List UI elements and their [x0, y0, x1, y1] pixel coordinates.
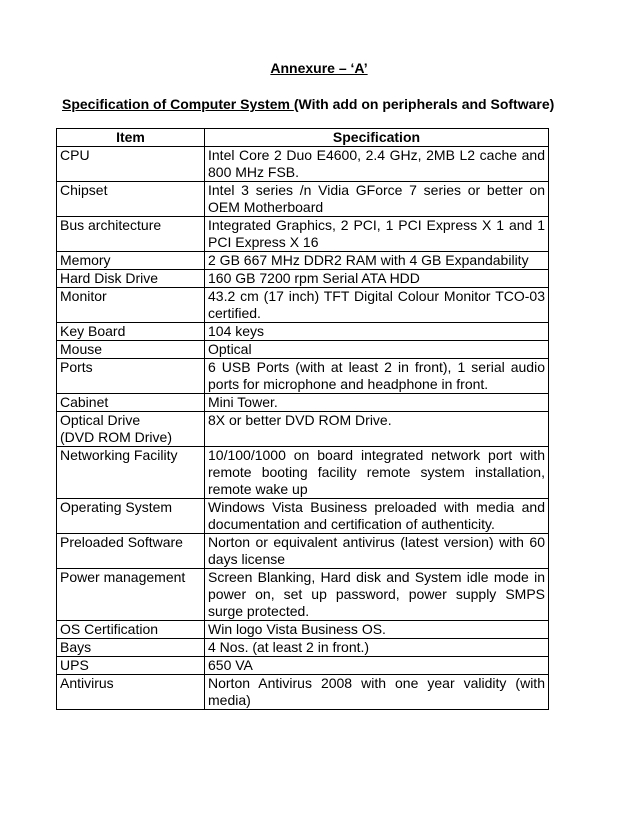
- table-row: [57, 534, 549, 569]
- specification-cell: Intel Core 2 Duo E4600, 2.4 GHz, 2MB L2 cache and 800 MHz FSB.: [205, 147, 549, 182]
- table-row: [57, 675, 549, 710]
- table-body: [57, 147, 549, 710]
- specification-cell: Screen Blanking, Hard disk and System idle mode in power on, set up password, power supply SMPS surge protected.: [205, 569, 549, 621]
- table-row: [57, 569, 549, 621]
- item-label: Networking Facility: [60, 447, 178, 463]
- specification-cell: 4 Nos. (at least 2 in front.): [205, 639, 549, 657]
- specification-cell: 6 USB Ports (with at least 2 in front), 1 serial audio ports for microphone and headphone in front.: [205, 359, 549, 394]
- item-label: CPU: [60, 147, 90, 163]
- table-row: [57, 270, 549, 288]
- item-label-line2: (DVD ROM Drive): [60, 429, 172, 445]
- item-cell: [57, 323, 205, 341]
- item-cell: [57, 675, 205, 710]
- item-cell: [57, 499, 205, 534]
- specification-cell: Windows Vista Business preloaded with media and documentation and certification of authenticity.: [205, 499, 549, 534]
- item-label: Mouse: [60, 341, 103, 357]
- page-title: Annexure – ‘A’: [270, 60, 368, 76]
- specification-cell: Intel 3 series /n Vidia GForce 7 series or better on OEM Motherboard: [205, 182, 549, 217]
- table-row: [57, 412, 549, 447]
- item-cell: [57, 412, 205, 447]
- specification-cell: Optical: [205, 341, 549, 359]
- column-header-specification: Specification: [205, 129, 549, 147]
- table-row: [57, 447, 549, 499]
- item-label: Optical Drive: [60, 412, 141, 428]
- item-label: Hard Disk Drive: [60, 270, 159, 286]
- item-label: Ports: [60, 359, 93, 375]
- table-row: [57, 499, 549, 534]
- table-row: [57, 182, 549, 217]
- table-row: [57, 323, 549, 341]
- item-cell: [57, 182, 205, 217]
- table-row: [57, 621, 549, 639]
- table-row: [57, 359, 549, 394]
- specification-cell: 104 keys: [205, 323, 549, 341]
- table-row: [57, 252, 549, 270]
- item-label: UPS: [60, 657, 89, 673]
- item-cell: [57, 217, 205, 252]
- item-label: Bays: [60, 639, 92, 655]
- item-cell: [57, 252, 205, 270]
- item-label: OS Certification: [60, 621, 159, 637]
- subtitle-underlined-text: Specification of Computer System: [62, 96, 294, 112]
- document-subtitle: [62, 96, 554, 112]
- column-header-item: Item: [57, 129, 205, 147]
- item-label: Memory: [60, 252, 111, 268]
- subtitle-rest-text: (With add on peripherals and Software): [293, 96, 555, 112]
- table-row: [57, 341, 549, 359]
- item-label: Antivirus: [60, 675, 114, 691]
- item-cell: [57, 394, 205, 412]
- table-row: [57, 657, 549, 675]
- item-cell: [57, 341, 205, 359]
- item-label: Chipset: [60, 182, 108, 198]
- specification-cell: 10/100/1000 on board integrated network port with remote booting facility remote system installation, remote wake up: [205, 447, 549, 499]
- table-row: [57, 288, 549, 323]
- specification-cell: Norton or equivalent antivirus (latest version) with 60 days license: [205, 534, 549, 569]
- item-label: Key Board: [60, 323, 126, 339]
- table-row: [57, 217, 549, 252]
- item-cell: [57, 147, 205, 182]
- item-cell: [57, 270, 205, 288]
- item-label: Monitor: [60, 288, 107, 304]
- item-cell: [57, 534, 205, 569]
- item-label: Bus architecture: [60, 217, 162, 233]
- table-row: [57, 147, 549, 182]
- specification-cell: 650 VA: [205, 657, 549, 675]
- item-label: Operating System: [60, 499, 173, 515]
- specification-cell: 160 GB 7200 rpm Serial ATA HDD: [205, 270, 549, 288]
- specification-cell: 2 GB 667 MHz DDR2 RAM with 4 GB Expandability: [205, 252, 549, 270]
- item-label: Power management: [60, 569, 186, 585]
- item-cell: [57, 569, 205, 621]
- item-label: Preloaded Software: [60, 534, 183, 550]
- specification-cell: 43.2 cm (17 inch) TFT Digital Colour Monitor TCO-03 certified.: [205, 288, 549, 323]
- item-cell: [57, 621, 205, 639]
- item-cell: [57, 639, 205, 657]
- item-cell: [57, 657, 205, 675]
- table-row: [57, 394, 549, 412]
- item-cell: [57, 288, 205, 323]
- item-cell: [57, 447, 205, 499]
- specification-cell: 8X or better DVD ROM Drive.: [205, 412, 549, 447]
- item-label: Cabinet: [60, 394, 109, 410]
- specification-cell: Integrated Graphics, 2 PCI, 1 PCI Express X 1 and 1 PCI Express X 16: [205, 217, 549, 252]
- table-row: [57, 639, 549, 657]
- item-cell: [57, 359, 205, 394]
- specification-cell: Win logo Vista Business OS.: [205, 621, 549, 639]
- specification-cell: Mini Tower.: [205, 394, 549, 412]
- table-header-row: [57, 129, 549, 147]
- specification-cell: Norton Antivirus 2008 with one year validity (with media): [205, 675, 549, 710]
- specification-table: [56, 128, 549, 710]
